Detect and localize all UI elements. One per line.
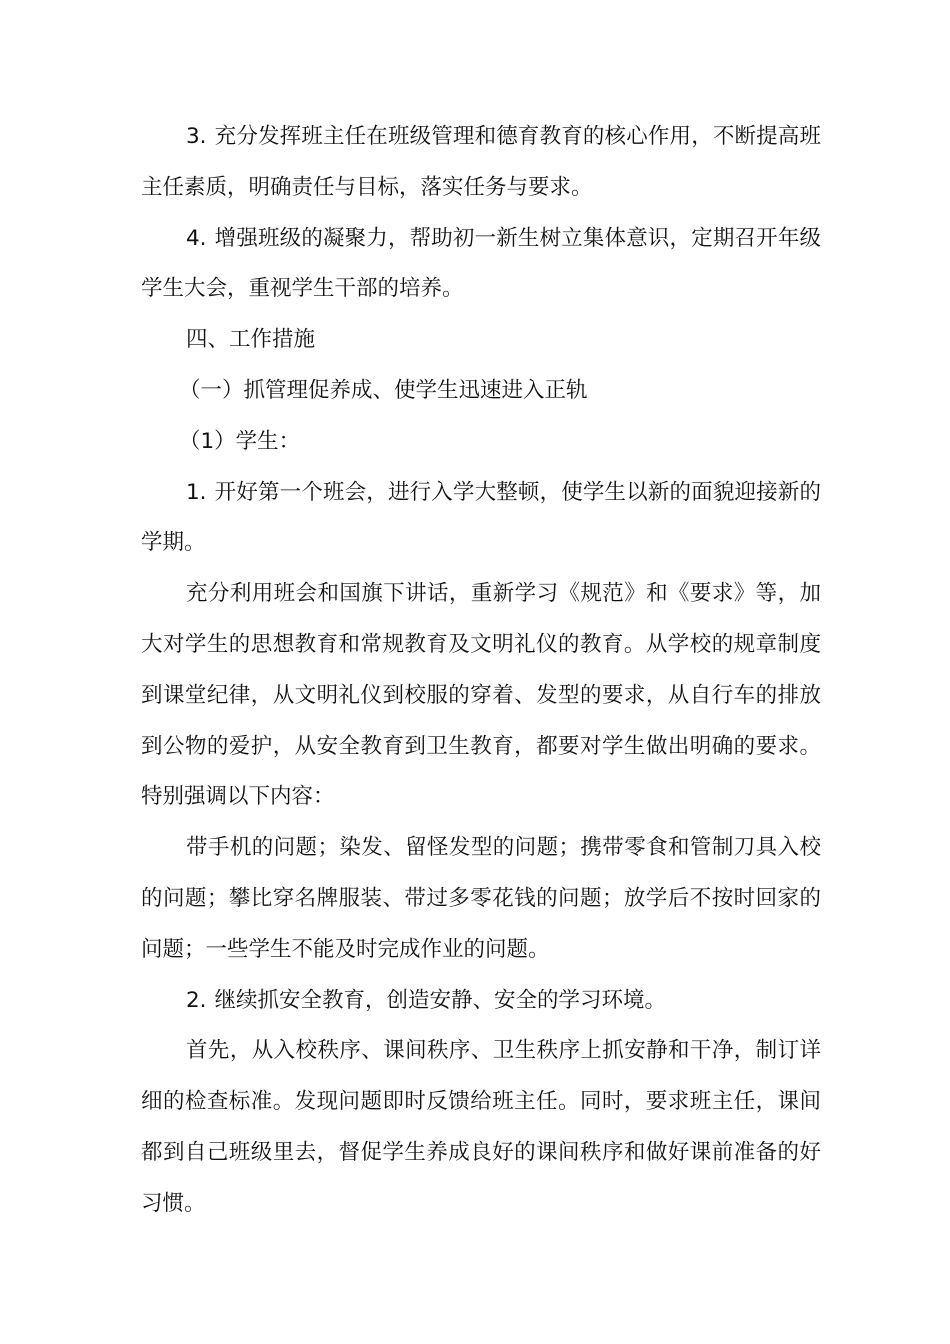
paragraph-text: 带手机的问题；染发、留怪发型的问题；携带零食和管制刀具入校的问题；攀比穿名牌服装、带过多零花钱的问题；放学后不按时回家的问题；一些学生不能及时完成作业的问题。 <box>141 835 821 962</box>
heading-text: （1）学生： <box>179 428 301 454</box>
heading-text: 四、工作措施 <box>186 327 316 353</box>
list-number: 2. <box>186 987 207 1013</box>
paragraph-text: 增强班级的凝聚力，帮助初一新生树立集体意识，定期召开年级学生大会，重视学生干部的培养。 <box>141 225 821 302</box>
paragraph-item-4 <box>141 214 821 316</box>
document-body <box>141 112 821 1230</box>
subsection-heading <box>141 366 821 417</box>
heading-text: （一）抓管理促养成、使学生迅速进入正轨 <box>179 377 588 403</box>
body-paragraph <box>141 1026 821 1229</box>
paragraph-text: 充分利用班会和国旗下讲话，重新学习《规范》和《要求》等，加大对学生的思想教育和常规教育及文明礼仪的教育。从学校的规章制度到课堂纪律，从文明礼仪到校服的穿着、发型的要求，从自行车的排放到公物的爱护，从安全教育到卫生教育，都要对学生做出明确的要求。特别强调以下内容： <box>141 581 821 810</box>
list-number: 4. <box>186 225 207 251</box>
section-heading <box>141 315 821 366</box>
paragraph-item-2 <box>141 976 821 1027</box>
paragraph-item-3 <box>141 112 821 214</box>
paragraph-text: 继续抓安全教育，创造安静、安全的学习环境。 <box>214 987 667 1013</box>
paragraph-text: 首先，从入校秩序、课间秩序、卫生秩序上抓安静和干净，制订详细的检查标准。发现问题即时反馈给班主任。同时，要求班主任，课间都到自己班级里去，督促学生养成良好的课间秩序和做好课前准备的好习惯。 <box>141 1038 821 1216</box>
body-paragraph <box>141 569 821 823</box>
paragraph-text: 充分发挥班主任在班级管理和德育教育的核心作用，不断提高班主任素质，明确责任与目标，落实任务与要求。 <box>141 124 821 200</box>
paragraph-text: 开好第一个班会，进行入学大整顿，使学生以新的面貌迎接新的学期。 <box>141 479 821 556</box>
list-number: 3. <box>186 124 207 149</box>
list-number: 1. <box>186 479 207 505</box>
body-paragraph <box>141 823 821 975</box>
sub-subsection-heading <box>141 417 821 468</box>
paragraph-item-1 <box>141 468 821 570</box>
